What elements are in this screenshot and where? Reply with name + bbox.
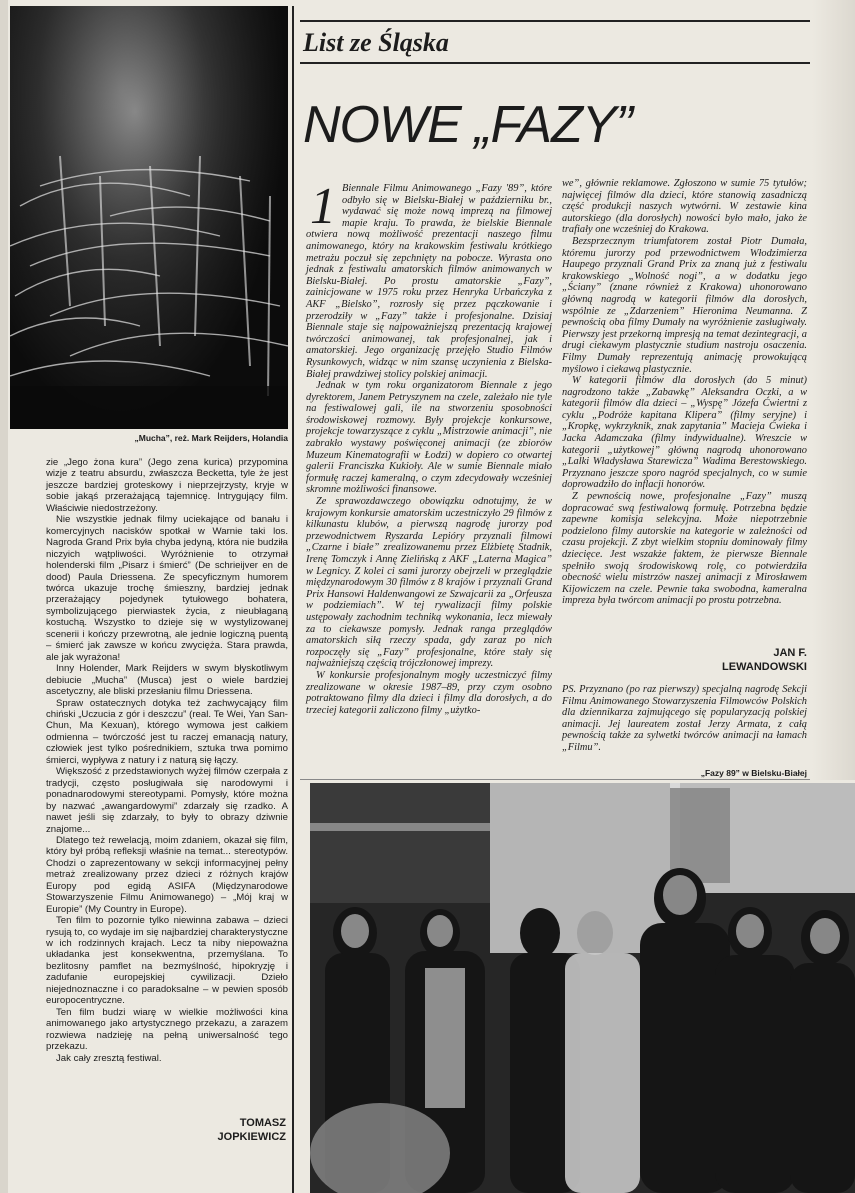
section-rule bbox=[300, 62, 810, 64]
author-last-name: JOPKIEWICZ bbox=[217, 1131, 286, 1143]
section-title: List ze Śląska bbox=[303, 28, 449, 57]
paragraph: W kategorii filmów dla dorosłych (do 5 minut) nagrodzono także „Zabawkę” Aleksandra Oczki, a w kategorii filmów dla dzieci – „Wyspę” Józefa Ćwiertni z cyklu „Podróże kapitana Klipera” (filmy seryjne) i „Kropkę, wykrzyknik, znak zapytania” Macieja Ćwieka i Jacka Adamczaka (filmy indywidualne). Wreszcie w kategorii „użytkowej” główną nagrodą uhonorowano „Lalki Władysława Starewicza” Wadima Berestowskiego. Przyznano jeszcze sporo nagród specjalnych, co w sumie doprowadziło do inflacji honorów. bbox=[562, 375, 807, 491]
paragraph: Bezsprzecznym triumfatorem został Piotr Dumała, któremu jurorzy pod przewodnictwem Włodzimierza Haupego przyznali Grand Prix za znaną już z festiwalu krakowskiego „Wolność nogi”, a w dodatku jego „Ściany” (znane również z Krakowa) uhonorowano główną nagrodą w kategorii filmów dla dorosłych, wspólnie ze „Zdarzeniem” Hieronima Neumanna. Z pewnością oba filmy Dumały na wyróżnienie zasługiwały. Pierwszy jest przekorną impresją na temat dezintegracji, a drugi ciekawym plastycznie studium nastroju osaczenia. Filmy Dumały reprezentują animację prowokującą myślowo i ciekawą plastycznie. bbox=[562, 235, 807, 375]
postscript bbox=[562, 684, 807, 754]
left-column-text bbox=[46, 457, 288, 1097]
paragraph: Spraw ostatecznych dotyka też zachwycający film chiński „Uczucia z gór i deszczu” (real. Te Wei, Yan San-Chun, Ma Kexuan), którego wymowa jest całkiem odmienna – twórczość jest tu raczej emanacją natury, człowiek jest tylko pośrednikiem, sztuka trwa pomimo śmierci, wypływa z natury i z naturą się łączy. bbox=[46, 697, 288, 766]
paragraph: we”, głównie reklamowe. Zgłoszono w sumie 75 tytułów; najwięcej filmów dla dzieci, które stanowią zasadniczą część produkcji naszych wytwórni. W zestawie kina autorskiego (dla dorosłych) nowości było mało, jako że trafiały one wcześniej do Krakowa. bbox=[562, 178, 807, 236]
paragraph: Jednak w tym roku organizatorom Biennale z jego dyrektorem, Janem Petryszynem na czele, zależało nie tyle na festiwalowej gali, ile na stworzeniu sposobności środowiskowej rozmowy. Były projekcje konkursowe, projekcje towarzyszące z cyklu „Mistrzowie animacji”, nie zabrakło wystawy poświęconej animacji (ze zbiorów Muzeum Kinematografii w Łodzi) w dopiero co otwartej galerii Franciszka Kukioły. Ale w sumie Biennale miało formułę raczej kameralną, o czym zdecydowały wcześniej skromne możliwości finansowe. bbox=[306, 380, 552, 496]
paragraph: Ze sprawozdawczego obowiązku odnotujmy, że w krajowym konkursie amatorskim uczestniczyło 29 filmów z kilkunastu klubów, a pierwszą nagrodę jurorzy pod przewodnictwem Ryszarda Lepióry przyznali filmowi „Czarne i białe” zrealizowanemu przez Elżbietę Stadnik, Irenę Tomczyk i Annę Zielińską z AKF „Laterna Magica” w Legnicy. Z kolei ci sami jurorzy obejrzeli w przeglądzie międzynarodowym 30 filmów z 8 krajów i przyznali Grand Prix Hansowi Haldenwangowi ze Szwajcarii za „Orfeusza w podziemiach”. W tej rywalizacji filmy polskie ustępowały zachodnim techniką wykonania, lecz miewały za to ciekawsze pomysły. Jednak ranga przeglądów amatorskich siłą rzeczy spada, gdy zaraz po nich rozpoczęły się „Fazy” profesjonalne, które stały się najważniejszą częścią trójczłonowej imprezy. bbox=[306, 496, 552, 670]
article-headline: NOWE „FAZY” bbox=[303, 96, 632, 154]
author-signature bbox=[150, 1116, 286, 1144]
grass-illustration bbox=[10, 6, 288, 429]
postscript-text: PS. Przyznano (po raz pierwszy) specjalną nagrodę Sekcji Filmu Animowanego Stowarzyszenia Filmowców Polskich dla dziennikarza zajmującego się popularyzacją polskiej animacji. Jej laureatem został Jerzy Armata, z całą pewnością także za sylwetki twórców animacji na łamach „Filmu”. bbox=[562, 684, 807, 753]
paragraph: Biennale Filmu Animowanego „Fazy '89”, które odbyło się w Bielsku-Białej w październiku br., wydawać się może nową imprezą na filmowej mapie kraju. To prawda, że bielskie Biennale otwiera nową możliwość prezentacji naszego filmu animowanego, który na krakowskim festiwalu krótkiego metrażu poczuł się zepchnięty na pobocze. Wyrasta ono jednak z festiwalu amatorskich filmów animowanych w Bielsku-Białej. Po prostu amatorskie „Fazy”, zainicjowane w 1975 roku przez Henryka Urbańczyka z AKF „Bielsko”, rozrosły się przez pączkowanie i przerodziły w „Fazy” także i profesjonalne. Dzisiaj Biennale staje się najpoważniejszą prezentacją krajowej twórczości animowanej, tak profesjonalnej, jak i amatorskiej. Jego organizację przejęło Studio Filmów Rysunkowych, widząc w nim szansę uczynienia z Bielska-Białej prawdziwej stolicy polskiej animacji. bbox=[306, 183, 552, 380]
paragraph: Ten film to pozornie tylko niewinna zabawa – dzieci rysują to, co wydaje im się najbardziej charakterystyczne w ich rodzinnych krajach. Lecz ta niby niepoważna układanka jest konsekwentna, przemyślana. To bezlitosny pamflet na bezmyślność, hipokryzję i zadufanie europejskiej cywilizacji. Dzieło niejednoznaczne i co paradoksalne – w pewien sposób europocentryczne. bbox=[46, 915, 288, 1007]
paragraph: Nie wszystkie jednak filmy uciekające od banału i komercyjnych nacisków spotkał w Warnie taki los. Nagroda Grand Prix była chyba jedyną, która nie budziła niczyich wątpliwości. Wyróżnienie to otrzymał holenderski film „Pisarz i śmierć” (De schrieijver en de dood) Paula Driessena. Ze specyficznym humorem twórca ukazuje trochę śmieszny, bardziej jednak przerażający pojedynek tytułowego bohatera, symbolizującego pierwiastek życia, z nieubłaganą kostuchą. Wszystko to dzieje się w wystylizowanej scenerii i kończy przewrotną, ale jednie logiczną puentą – śmierć jak zawsze w końcu zwycięża. Stara prawda, ale jak wyrażona! bbox=[46, 514, 288, 663]
paragraph: zie „Jego żona kura” (Jego zena kurica) przypomina wizje z teatru absurdu, zwłaszcza Becketta, tyle że jest jeszcze bardziej groteskowy i nieprzejrzysty, kryje w sobie jakąś przerażającą tajemnicę. Intrygujący film. Właściwie niedostrzeżony. bbox=[46, 457, 288, 514]
paragraph: Inny Holender, Mark Reijders w swym błyskotliwym debiucie „Mucha” (Musca) jest o wiele bardziej ascetyczny, ale bliski przesłaniu filmu Driessena. bbox=[46, 663, 288, 698]
caption-rule bbox=[300, 779, 810, 780]
crowd-illustration bbox=[310, 783, 855, 1193]
paragraph: Jak cały zresztą festiwal. bbox=[56, 1052, 162, 1064]
middle-column-text bbox=[306, 178, 552, 763]
drop-cap: 1 bbox=[310, 178, 336, 235]
photo-caption: „Fazy 89” w Bielsku-Białej bbox=[700, 768, 807, 778]
paragraph: Większość z przedstawionych wyżej filmów czerpała z tradycji, często posługiwała się narodowymi i ponadnarodowymi stereotypami. Pomysły, które można by nazwać „awangardowymi” zdarzały się rzadko. A nawet jeśli się zdarzały, to były to obrazy dziwnie znajome... bbox=[46, 766, 288, 835]
paragraph: Z pewnością nowe, profesjonalne „Fazy” muszą dopracować swą festiwalową formułę. Potrzebna będzie zapewne komisja selekcyjna. Może niepotrzebnie podzielono filmy autorskie na kategorie w zależności od czasu projekcji. Z zbyt wielkim stopniu dominowały filmy dziecięce. Jest wszakże faktem, że pierwsze Biennale spełniło swoją środowiskową rolę, co potwierdziła obecność wielu mistrzów naszej animacji z Mirosławem Kijowiczem na czele. Pewnie taka swobodna, kameralna impreza była twórcom animacji po prostu potrzebna. bbox=[562, 491, 807, 607]
page-margin bbox=[0, 0, 8, 1193]
paragraph: W konkursie profesjonalnym mogły uczestniczyć filmy zrealizowane w okresie 1987–89, przy czym osobno potraktowano filmy dla dzieci i filmy dla dorosłych, a do trzeciej kategorii zaliczono filmy „użytko- bbox=[306, 669, 552, 716]
author-signature bbox=[600, 646, 807, 674]
paragraph: Ten film budzi wiarę w wielkie możliwości kina animowanego jako artystycznego przekazu, a zarazem rozwiewa nadzieję na pełną uniwersalność tego przekazu. bbox=[46, 1006, 288, 1053]
author-last-name: LEWANDOWSKI bbox=[722, 661, 807, 673]
right-column-text bbox=[562, 178, 807, 648]
top-rule bbox=[300, 20, 810, 22]
film-still-photo bbox=[10, 6, 288, 429]
column-divider bbox=[292, 6, 294, 1193]
page-edge bbox=[812, 0, 855, 780]
author-first-name: JAN F. bbox=[773, 647, 807, 659]
photo-caption: „Mucha”, reż. Mark Reijders, Holandia bbox=[134, 433, 288, 443]
paragraph: Dlatego też rewelacją, moim zdaniem, okazał się film, który był próbą refleksji właśnie na temat... stereotypów. Chodzi o zaprezentowany w sekcji informacyjnej pełny metraż zrealizowany przez dzieci z różnych krajów Europy pod egidą ASIFA (Międzynarodowe Stowarzyszenie Filmu Animowanego) – „Mój kraj w Europie” (My Country in Europe). bbox=[46, 834, 288, 915]
festival-crowd-photo bbox=[310, 783, 855, 1193]
author-first-name: TOMASZ bbox=[239, 1117, 286, 1129]
